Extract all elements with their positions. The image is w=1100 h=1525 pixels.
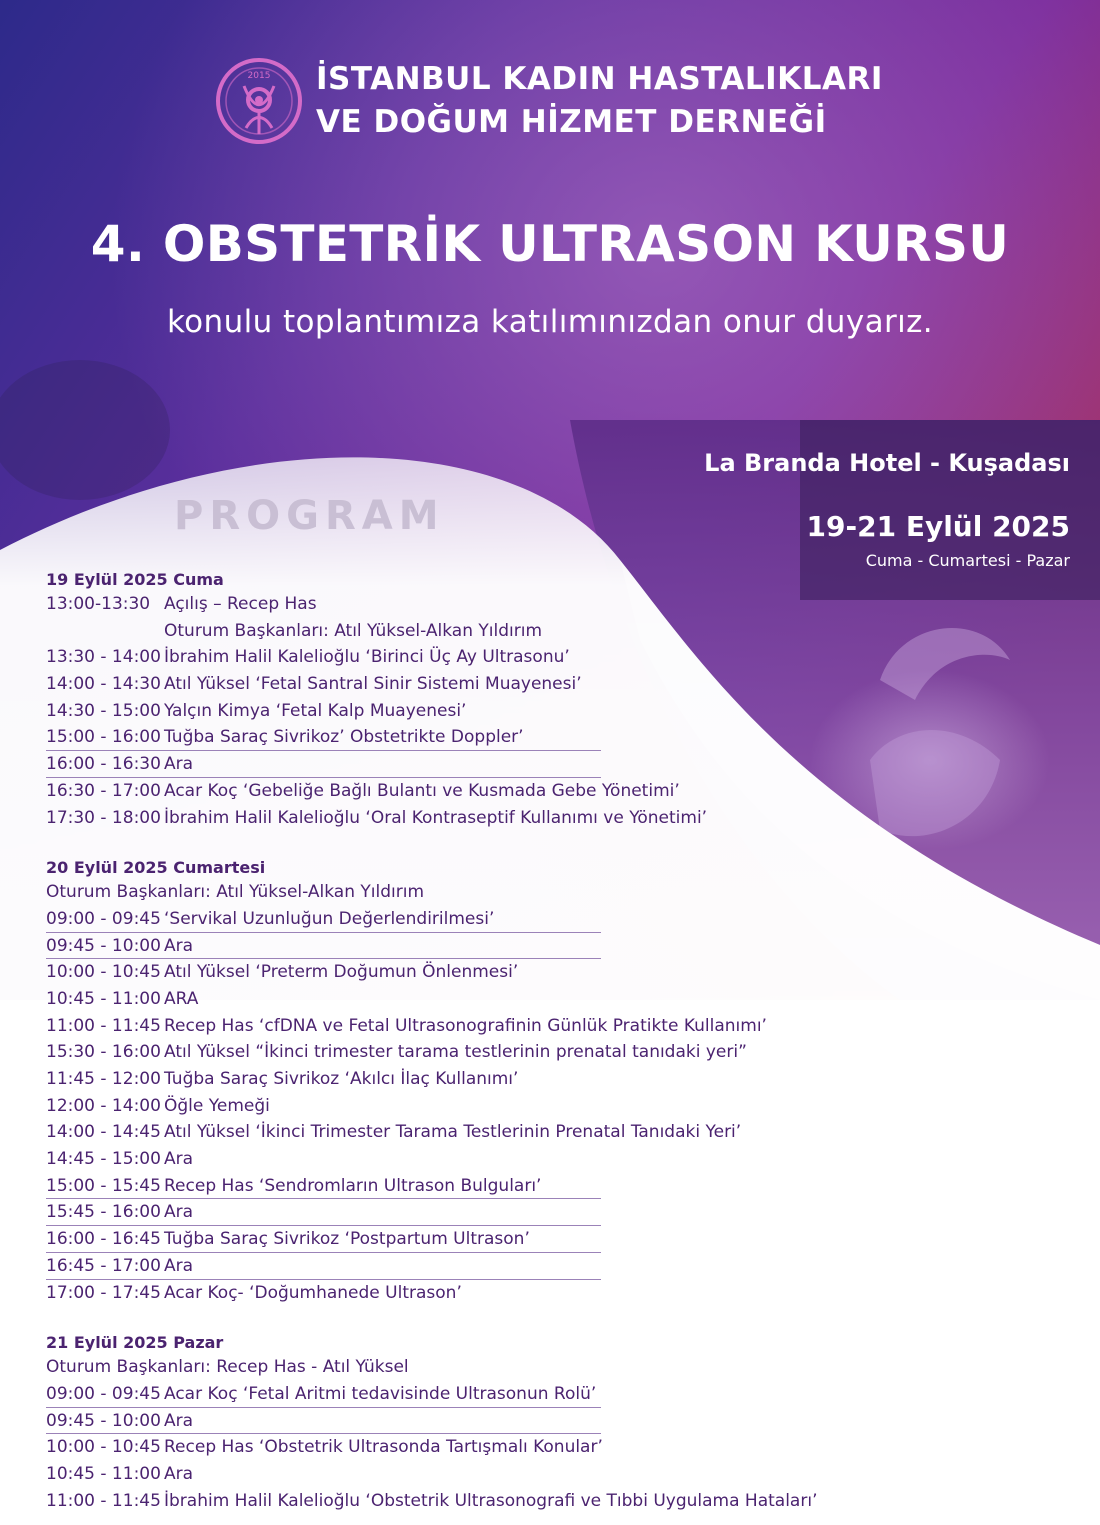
session-title: Ara (164, 1410, 194, 1431)
session-title: Açılış – Recep Has (164, 594, 317, 614)
logo-year: 2015 (247, 71, 271, 81)
session-title: Ara (164, 1463, 194, 1484)
session-time: 11:00 - 11:45 (46, 1015, 161, 1036)
session-time: 10:45 - 11:00 (46, 988, 161, 1009)
schedule-row (46, 671, 846, 698)
event-venue: La Branda Hotel - Kuşadası (704, 449, 1070, 477)
session-time: 15:30 - 16:00 (46, 1042, 161, 1063)
session-time: 09:45 - 10:00 (46, 935, 161, 956)
session-time: 11:45 - 12:00 (46, 1069, 161, 1089)
session-title: Atıl Yüksel ‘Preterm Doğumun Önlenmesi’ (164, 962, 519, 983)
session-title: ARA (164, 988, 199, 1009)
schedule-row (46, 778, 846, 805)
session-title: Acar Koç- ‘Doğumhanede Ultrason’ (164, 1282, 462, 1303)
session-time: 17:30 - 18:00 (46, 807, 161, 828)
session-title: Tuğba Saraç Sivrikoz’ Obstetrikte Doppler’ (164, 727, 524, 748)
schedule-row (46, 698, 846, 725)
session-title: Öğle Yemeği (164, 1095, 270, 1116)
session-time: 16:00 - 16:30 (46, 754, 161, 775)
session-title: İbrahim Halil Kalelioğlu ‘Birinci Üç Ay Ultrasonu’ (164, 647, 570, 668)
session-time: 13:30 - 14:00 (46, 647, 161, 668)
invitation-text: konulu toplantımıza katılımınızdan onur duyarız. (166, 304, 934, 340)
schedule-row (46, 724, 601, 751)
session-time: 10:00 - 10:45 (46, 1437, 161, 1458)
schedule-row (46, 959, 846, 986)
session-time: 09:00 - 09:45 (46, 908, 161, 929)
session-title: ‘Servikal Uzunluğun Değerlendirilmesi’ (164, 908, 495, 929)
session-chairs: Oturum Başkanları: Atıl Yüksel-Alkan Yıldırım (46, 882, 425, 903)
session-title: Yalçın Kimya ‘Fetal Kalp Muayenesi’ (164, 700, 467, 721)
day-heading: 19 Eylül 2025 Cuma (46, 570, 224, 589)
schedule-row (46, 1488, 846, 1515)
session-title: Recep Has ‘Obstetrik Ultrasonda Tartışmalı Konular’ (164, 1437, 603, 1458)
session-title: Atıl Yüksel “İkinci trimester tarama testlerinin prenatal tanıdaki yeri” (164, 1042, 747, 1063)
session-time: 09:45 - 10:00 (46, 1410, 161, 1431)
session-chairs: Oturum Başkanları: Recep Has - Atıl Yüksel (46, 1357, 409, 1378)
program-schedule (46, 565, 846, 1514)
schedule-row (46, 986, 846, 1013)
session-time: 15:45 - 16:00 (46, 1202, 161, 1223)
session-time: 09:00 - 09:45 (46, 1383, 161, 1404)
session-title: Ara (164, 1202, 194, 1223)
session-title: Ara (164, 935, 194, 956)
session-title: Oturum Başkanları: Atıl Yüksel-Alkan Yıldırım (164, 620, 543, 641)
session-time: 17:00 - 17:45 (46, 1282, 161, 1303)
session-time: 14:00 - 14:45 (46, 1122, 161, 1143)
session-time: 16:45 - 17:00 (46, 1255, 161, 1276)
schedule-row (46, 1039, 846, 1066)
session-title: İbrahim Halil Kalelioğlu ‘Oral Kontraseptif Kullanımı ve Yönetimi’ (164, 807, 708, 828)
organization-name-line1: İSTANBUL KADIN HASTALIKLARI (316, 61, 883, 97)
day-heading: 20 Eylül 2025 Cumartesi (46, 858, 266, 878)
schedule-row (46, 933, 601, 960)
session-title: Acar Koç ‘Fetal Aritmi tedavisinde Ultrasonun Rolü’ (164, 1383, 597, 1404)
session-time: 14:00 - 14:30 (46, 674, 161, 695)
schedule-row (46, 1461, 846, 1488)
schedule-row (46, 1093, 846, 1120)
session-title: İbrahim Halil Kalelioğlu ‘Obstetrik Ultrasonografi ve Tıbbi Uygulama Hataları’ (164, 1490, 818, 1511)
session-title: Recep Has ‘cfDNA ve Fetal Ultrasonografinin Günlük Pratikte Kullanımı’ (164, 1015, 767, 1036)
schedule-row (46, 1066, 846, 1093)
session-title: Tuğba Saraç Sivrikoz ‘Postpartum Ultrason’ (164, 1229, 530, 1250)
schedule-row (46, 1253, 601, 1280)
session-time: 14:45 - 15:00 (46, 1149, 161, 1170)
session-time: 14:30 - 15:00 (46, 700, 161, 721)
schedule-row (46, 805, 846, 832)
schedule-row (46, 644, 846, 671)
day-heading: 21 Eylül 2025 Pazar (46, 1333, 224, 1353)
session-time: 13:00-13:30 (46, 594, 151, 614)
schedule-row (46, 1119, 846, 1146)
schedule-row (46, 906, 601, 933)
session-title: Recep Has ‘Sendromların Ultrason Bulguları’ (164, 1175, 542, 1196)
organization-name (316, 58, 883, 144)
session-title: Acar Koç ‘Gebeliğe Bağlı Bulantı ve Kusmada Gebe Yönetimi’ (164, 780, 680, 801)
schedule-row (46, 1173, 601, 1200)
session-time: 15:00 - 16:00 (46, 727, 161, 748)
session-time: 10:00 - 10:45 (46, 962, 161, 983)
schedule-row (46, 1226, 601, 1253)
program-heading: PROGRAM (174, 493, 445, 539)
session-time: 12:00 - 14:00 (46, 1095, 161, 1116)
schedule-row (46, 1280, 846, 1307)
schedule-row (46, 591, 846, 618)
event-dates: 19-21 Eylül 2025 (806, 510, 1070, 543)
schedule-row (46, 1408, 601, 1435)
schedule-row (46, 1199, 601, 1226)
session-title: Ara (164, 1255, 194, 1276)
schedule-row (46, 751, 601, 778)
session-time: 16:00 - 16:45 (46, 1229, 161, 1250)
event-days: Cuma - Cumartesi - Pazar (865, 551, 1070, 570)
session-time: 15:00 - 15:45 (46, 1175, 161, 1196)
schedule-row (46, 1381, 601, 1408)
organization-name-line2: VE DOĞUM HİZMET DERNEĞİ (316, 104, 827, 140)
schedule-row (46, 618, 846, 645)
session-title: Ara (164, 754, 194, 775)
course-title: 4. OBSTETRİK ULTRASON KURSU (90, 215, 1010, 273)
schedule-row (46, 1146, 846, 1173)
session-time: 11:00 - 11:45 (46, 1490, 161, 1511)
session-time: 16:30 - 17:00 (46, 780, 161, 801)
session-title: Tuğba Saraç Sivrikoz ‘Akılcı İlaç Kullanımı’ (164, 1069, 519, 1089)
session-title: Atıl Yüksel ‘Fetal Santral Sinir Sistemi Muayenesi’ (164, 674, 582, 695)
session-time: 10:45 - 11:00 (46, 1463, 161, 1484)
session-title: Ara (164, 1149, 194, 1170)
schedule-row (46, 1434, 846, 1461)
association-logo (214, 56, 304, 146)
schedule-row (46, 1013, 846, 1040)
session-title: Atıl Yüksel ‘İkinci Trimester Tarama Testlerinin Prenatal Tanıdaki Yeri’ (164, 1122, 742, 1143)
